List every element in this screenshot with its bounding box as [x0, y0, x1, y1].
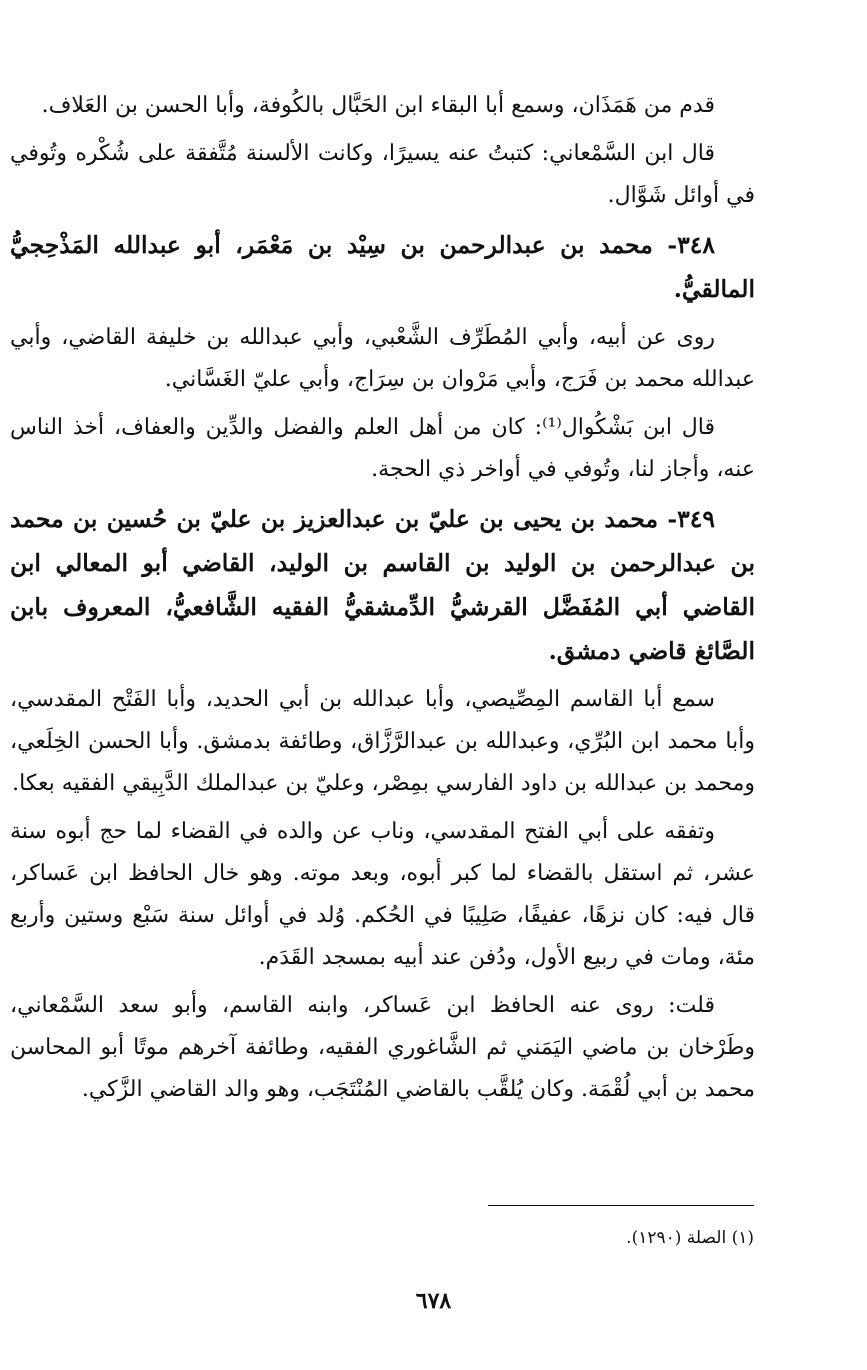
- paragraph-text: سمع أبا القاسم المِصِّيصي، وأبا عبدالله بن أبي الحديد، وأبا الفَتْح المقدسي، وأبا محمد ابن البُرِّي، وعبدالله بن عبدالرَّزَّاق، وطائفة بدمشق. وأبا الحسن الخِلَعي، ومحمد بن عبدالله بن داود الفارسي بمِصْر، وعليّ بن عبدالملك الدَّبِيقي الفقيه بعكا.: [10, 687, 755, 796]
- footnote-divider: [488, 1205, 754, 1206]
- paragraph-text: روى عن أبيه، وأبي المُطَرِّف الشَّعْبي، وأبي عبدالله بن خليفة القاضي، وأبي عبدالله محمد بن فَرَج، وأبي مَرْوان بن سِرَاج، وأبي عليّ الغَسَّاني.: [10, 325, 755, 392]
- entry-heading-348: ٣٤٨- محمد بن عبدالرحمن بن سِيْد بن مَعْمَر، أبو عبدالله المَذْحِجيُّ المالقيُّ.: [10, 231, 755, 303]
- page-number: ٦٧٨: [415, 1288, 452, 1314]
- entry-heading-349: ٣٤٩- محمد بن يحيى بن عليّ بن عبدالعزيز بن عليّ بن حُسين بن محمد بن عبدالرحمن بن الوليد بن القاسم بن الوليد، القاضي أبو المعالي ابن القاضي أبي المُفَضَّل القرشيُّ الدِّمشقيُّ الفقيه الشَّافعيُّ، المعروف بابن الصَّائغ قاضي دمشق.: [10, 505, 755, 665]
- paragraph-text: قلت: روى عنه الحافظ ابن عَساكر، وابنه القاسم، وأبو سعد السَّمْعاني، وطَرْخان بن ماضي اليَمَني ثم الشَّاغوري الفقيه، وطائفة آخرهم موتًا أبو المحاسن محمد بن أبي لُقْمَة. وكان يُلقَّب بالقاضي المُنْتَجَب، وهو والد القاضي الزَّكي.: [10, 993, 755, 1102]
- paragraph-text: وتفقه على أبي الفتح المقدسي، وناب عن والده في القضاء لما حج أبوه سنة عشر، ثم استقل بالقضاء لما كبر أبوه، وبعد موته. وهو خال الحافظ ابن عَساكر، قال فيه: كان نزهًا، عفيفًا، صَلِيبًا في الحُكم. وُلد في أوائل سنة سَبْع وستين وأربع مئة، ومات في ربيع الأول، ودُفن عند أبيه بمسجد القَدَم.: [10, 819, 755, 970]
- paragraph-text: قال ابن بَشْكُوال⁽¹⁾: كان من أهل العلم والفضل والدِّين والعفاف، أخذ الناس عنه، وأجاز لنا، وتُوفي في أواخر ذي الحجة.: [10, 415, 755, 482]
- paragraph-text: قال ابن السَّمْعاني: كتبتُ عنه يسيرًا، وكانت الألسنة مُتَّفقة على شُكْره وتُوفي في أوائل شَوَّال.: [10, 141, 755, 208]
- footnote: (١) الصلة (١٢٩٠).: [626, 1228, 754, 1248]
- main-text: [10, 85, 755, 1117]
- paragraph-text: قدم من هَمَذَان، وسمع أبا البقاء ابن الحَبَّال بالكُوفة، وأبا الحسن بن العَلاف.: [41, 93, 715, 118]
